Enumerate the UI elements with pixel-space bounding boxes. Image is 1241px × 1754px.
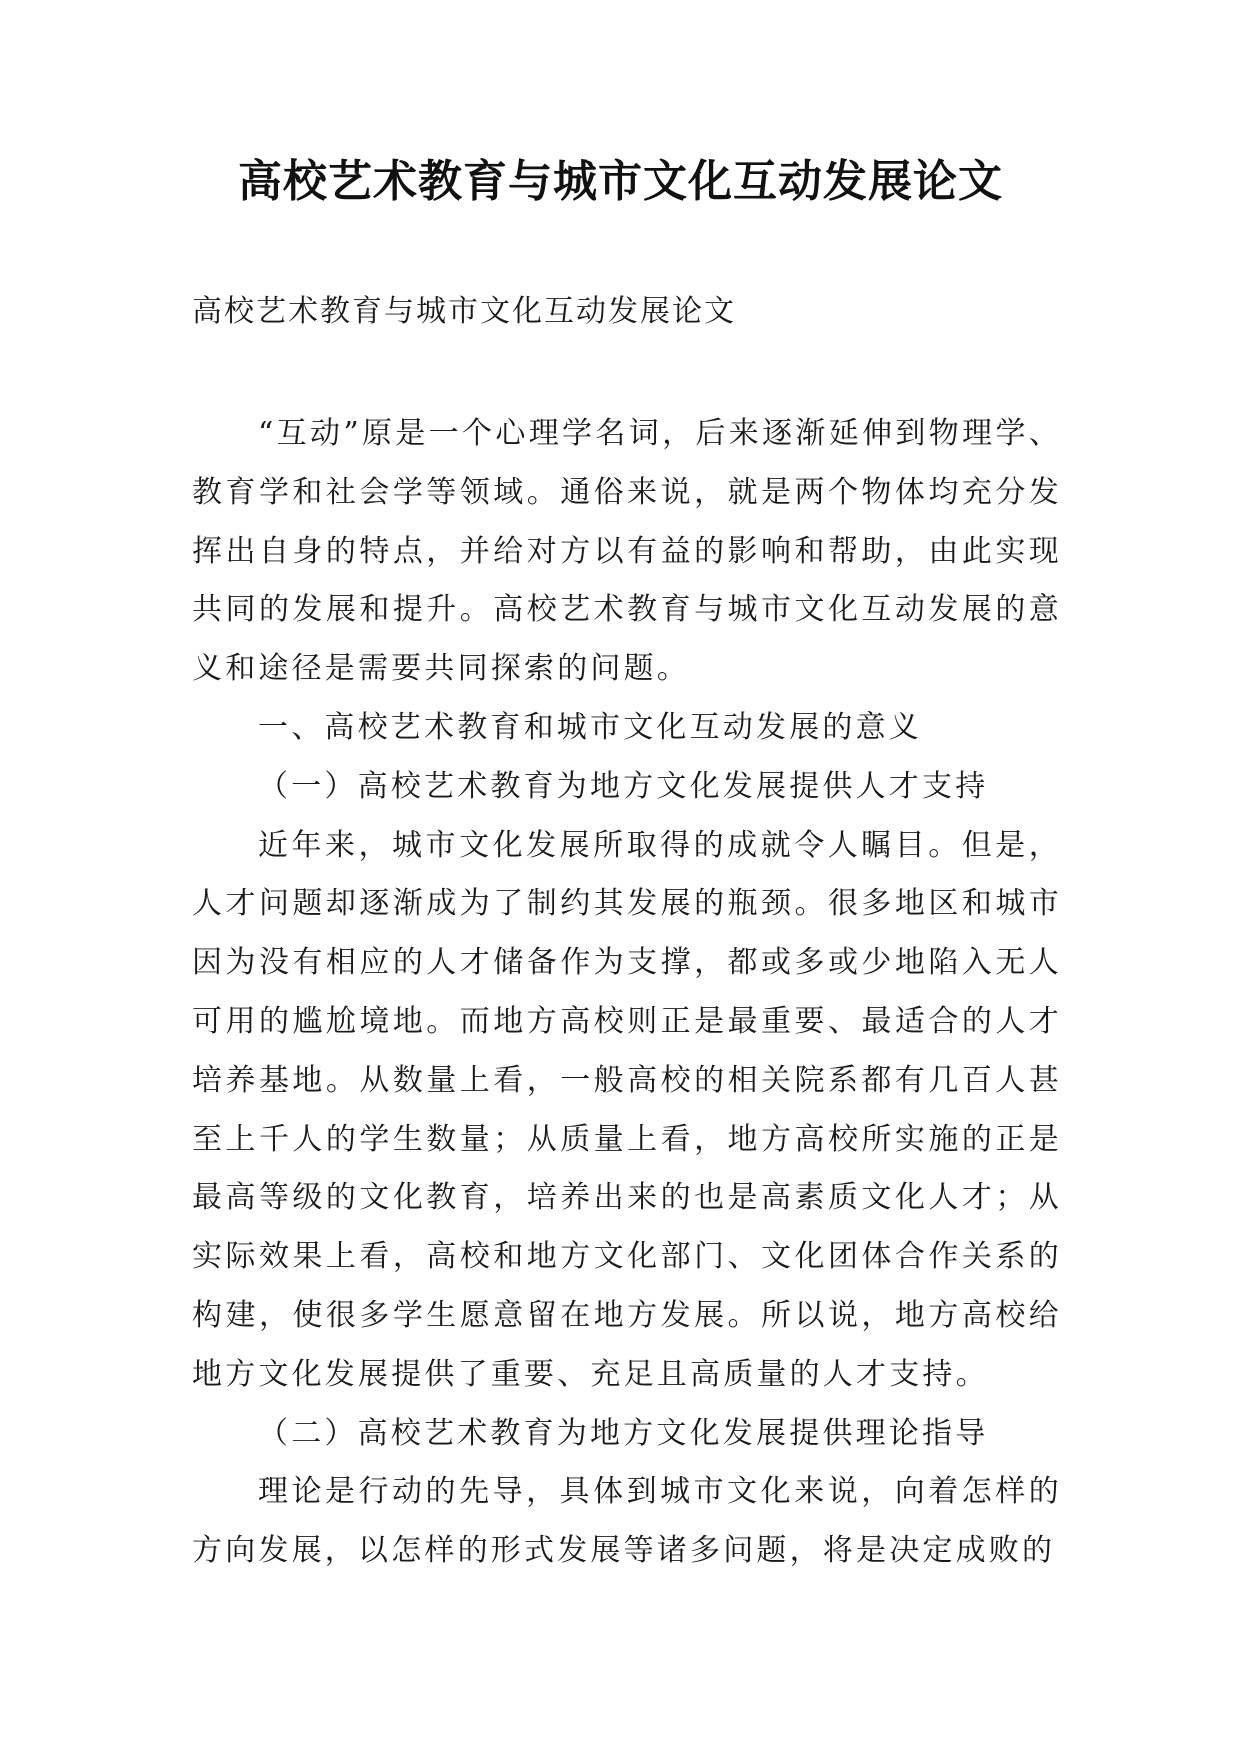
document-title: 高校艺术教育与城市文化互动发展论文 — [238, 156, 1003, 207]
paragraph-theory-guidance: 理论是行动的先导，具体到城市文化来说，向着怎样的方向发展，以怎样的形式发展等诸多问题，将是决定成败的 — [192, 1474, 1062, 1569]
subsection-heading-2: （二）高校艺术教育为地方文化发展提供理论指导 — [258, 1415, 989, 1451]
paragraph-intro: “互动”原是一个心理学名词，后来逐渐延伸到物理学、教育学和社会学等领域。通俗来说，就是两个物体均充分发挥出自身的特点，并给对方以有益的影响和帮助，由此实现共同的发展和提升。高校艺术教育与城市文化互动发展的意义和途径是需要共同探索的问题。 — [192, 416, 1062, 687]
document-subtitle: 高校艺术教育与城市文化互动发展论文 — [192, 294, 736, 329]
document-body — [192, 405, 1062, 1581]
paragraph-talent-support: 近年来，城市文化发展所取得的成就令人瞩目。但是，人才问题却逐渐成为了制约其发展的瓶颈。很多地区和城市因为没有相应的人才储备作为支撑，都或多或少地陷入无人可用的尴尬境地。而地方高校则正是最重要、最适合的人才培养基地。从数量上看，一般高校的相关院系都有几百人甚至上千人的学生数量；从质量上看，地方高校所实施的正是最高等级的文化教育，培养出来的也是高素质文化人才；从实际效果上看，高校和地方文化部门、文化团体合作关系的构建，使很多学生愿意留在地方发展。所以说，地方高校给地方文化发展提供了重要、充足且高质量的人才支持。 — [192, 827, 1062, 1392]
subsection-heading-1: （一）高校艺术教育为地方文化发展提供人才支持 — [258, 768, 989, 804]
section-heading-1: 一、高校艺术教育和城市文化互动发展的意义 — [258, 709, 922, 745]
